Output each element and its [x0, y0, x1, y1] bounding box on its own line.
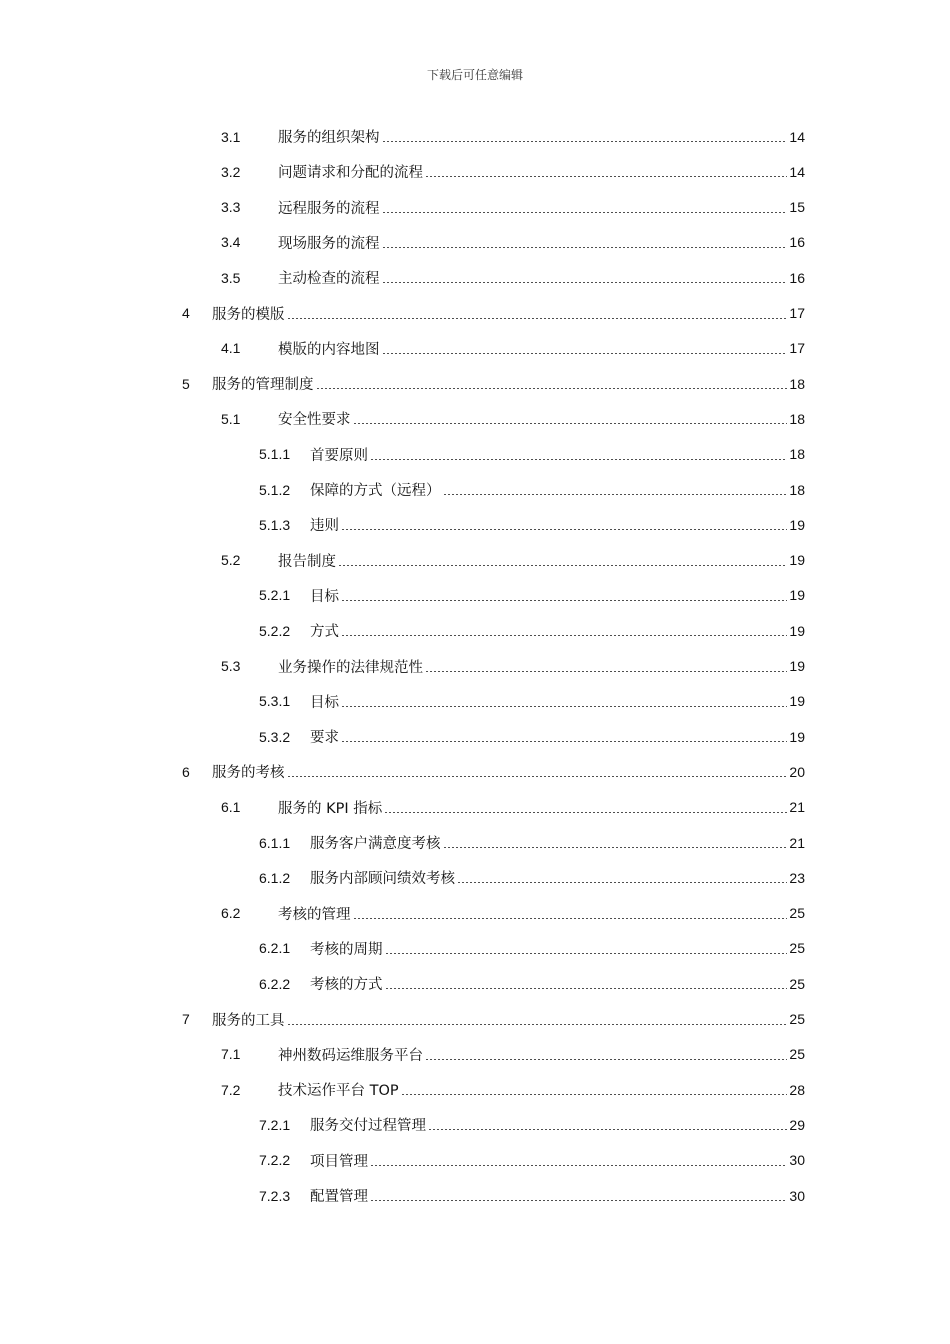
toc-entry-title: 神州数码运维服务平台	[278, 1047, 423, 1064]
toc-entry-number: 5.3.1	[259, 693, 291, 710]
toc-entry-title: 方式	[310, 624, 339, 641]
toc-dot-leader	[353, 423, 788, 424]
toc-entry[interactable]	[259, 578, 805, 613]
toc-dot-leader	[382, 282, 788, 283]
toc-entry-number: 4.1	[221, 340, 241, 357]
toc-entry-title: 模版的内容地图	[278, 341, 380, 358]
toc-entry-page: 29	[789, 1116, 805, 1133]
toc-entry-page: 19	[789, 622, 805, 639]
toc-dot-leader	[287, 1024, 788, 1025]
toc-entry-number: 7.1	[221, 1046, 241, 1063]
toc-dot-leader	[341, 741, 787, 742]
toc-entry-title: 考核的周期	[310, 941, 383, 958]
toc-entry-page: 23	[789, 869, 805, 886]
toc-entry-number: 6.1	[221, 799, 241, 816]
toc-dot-leader	[382, 212, 788, 213]
toc-entry-page: 25	[789, 940, 805, 957]
toc-entry-page: 19	[789, 728, 805, 745]
toc-dot-leader	[425, 1059, 787, 1060]
toc-entry-page: 16	[789, 269, 805, 286]
toc-entry-title: 目标	[310, 694, 339, 711]
toc-entry-title: 服务的模版	[212, 306, 285, 323]
toc-entry-page: 18	[789, 375, 805, 392]
toc-entry-page: 30	[789, 1187, 805, 1204]
toc-entry-number: 6.2.1	[259, 940, 291, 957]
toc-entry-title: 首要原则	[310, 447, 368, 464]
toc-dot-leader	[382, 141, 788, 142]
toc-entry[interactable]	[221, 1037, 805, 1072]
toc-dot-leader	[382, 353, 788, 354]
toc-dot-leader	[385, 988, 788, 989]
toc-dot-leader	[385, 953, 788, 954]
toc-entry-title: 考核的管理	[278, 906, 351, 923]
toc-entry[interactable]	[221, 1072, 805, 1107]
toc-entry-page: 21	[789, 799, 805, 816]
toc-entry[interactable]	[259, 1178, 805, 1213]
toc-entry-page: 19	[789, 516, 805, 533]
toc-entry[interactable]	[259, 613, 805, 648]
toc-dot-leader	[370, 459, 787, 460]
toc-entry-number: 5.3	[221, 658, 241, 674]
toc-dot-leader	[316, 388, 788, 389]
toc-entry-page: 25	[789, 1011, 805, 1027]
toc-entry-number: 6.1.2	[259, 869, 291, 886]
toc-entry-number: 7.2.1	[259, 1116, 291, 1133]
toc-dot-leader	[353, 918, 788, 919]
toc-entry[interactable]	[259, 719, 805, 754]
toc-entry-number: 5.2.1	[259, 587, 291, 604]
toc-entry-number: 5.2.2	[259, 622, 291, 639]
toc-dot-leader	[384, 812, 787, 813]
toc-entry-page: 18	[789, 446, 805, 463]
toc-entry-title: 服务的考核	[212, 765, 285, 782]
toc-entry-page: 17	[789, 305, 805, 321]
toc-dot-leader	[428, 1129, 787, 1130]
toc-entry-number: 4	[182, 305, 190, 321]
toc-entry-page: 19	[789, 658, 805, 674]
toc-entry[interactable]	[259, 860, 805, 895]
toc-entry[interactable]	[221, 401, 805, 436]
toc-entry[interactable]	[221, 119, 805, 154]
toc-entry-number: 5	[182, 375, 190, 392]
toc-entry-number: 5.1.2	[259, 481, 291, 498]
toc-entry-number: 3.5	[221, 269, 241, 286]
toc-dot-leader	[370, 1165, 787, 1166]
toc-entry-page: 19	[789, 552, 805, 569]
toc-entry[interactable]	[221, 790, 805, 825]
toc-entry[interactable]	[221, 649, 805, 684]
toc-entry-number: 7.2.3	[259, 1187, 291, 1204]
toc-entry-number: 5.2	[221, 552, 241, 569]
toc-entry[interactable]	[259, 966, 805, 1001]
toc-entry-title: 报告制度	[278, 553, 336, 570]
toc-entry-page: 16	[789, 234, 805, 251]
toc-entry[interactable]	[259, 507, 805, 542]
toc-entry[interactable]	[221, 543, 805, 578]
toc-entry-title: 远程服务的流程	[278, 200, 380, 217]
toc-dot-leader	[425, 671, 787, 672]
toc-entry-number: 5.3.2	[259, 728, 291, 745]
toc-entry[interactable]	[259, 1143, 805, 1178]
toc-entry-title: 要求	[310, 730, 339, 747]
toc-entry-number: 5.1.3	[259, 516, 291, 533]
toc-entry[interactable]	[221, 260, 805, 295]
toc-entry-title: 服务的 KPI 指标	[278, 800, 383, 817]
toc-dot-leader	[457, 882, 787, 883]
toc-entry-page: 18	[789, 481, 805, 498]
toc-entry-title: 配置管理	[310, 1189, 368, 1205]
toc-dot-leader	[341, 529, 787, 530]
toc-entry-page: 18	[789, 410, 805, 427]
toc-dot-leader	[338, 565, 787, 566]
toc-entry-number: 7.2.2	[259, 1152, 291, 1169]
toc-dot-leader	[425, 176, 787, 177]
toc-entry-title: 服务的工具	[212, 1012, 285, 1029]
toc-entry-title: 主动检查的流程	[278, 271, 380, 288]
toc-entry-title: 问题请求和分配的流程	[278, 165, 423, 182]
toc-entry-page: 30	[789, 1152, 805, 1169]
toc-entry-page: 19	[789, 587, 805, 604]
toc-entry-number: 5.1	[221, 410, 241, 427]
toc-entry[interactable]	[259, 1107, 805, 1142]
toc-entry-page: 25	[789, 975, 805, 992]
toc-entry[interactable]	[182, 1002, 805, 1037]
page-header: 下载后可任意编辑	[426, 68, 523, 82]
toc-entry-page: 25	[789, 905, 805, 922]
toc-entry-page: 19	[789, 693, 805, 710]
toc-entry-page: 21	[789, 834, 805, 851]
toc-dot-leader	[287, 318, 788, 319]
toc-dot-leader	[370, 1200, 787, 1201]
toc-entry[interactable]	[221, 154, 805, 189]
toc-entry-page: 25	[789, 1046, 805, 1063]
toc-entry-number: 5.1.1	[259, 446, 291, 463]
toc-entry-title: 服务交付过程管理	[310, 1118, 426, 1135]
toc-entry-number: 3.3	[221, 199, 241, 216]
toc-entry-number: 3.4	[221, 234, 241, 251]
toc-entry-number: 6.2	[221, 905, 241, 922]
toc-entry-title: 现场服务的流程	[278, 235, 380, 252]
toc-entry-title: 技术运作平台 TOP	[278, 1083, 399, 1100]
toc-entry[interactable]	[259, 684, 805, 719]
toc-entry-number: 6.1.1	[259, 834, 291, 851]
toc-entry-title: 服务客户满意度考核	[310, 836, 441, 852]
toc-entry-title: 服务的管理制度	[212, 377, 314, 394]
toc-entry-title: 服务的组织架构	[278, 130, 380, 146]
toc-entry[interactable]	[221, 331, 805, 366]
toc-entry-title: 安全性要求	[278, 412, 351, 429]
toc-entry[interactable]	[259, 931, 805, 966]
toc-dot-leader	[341, 706, 787, 707]
toc-entry-title: 考核的方式	[310, 977, 383, 994]
toc-dot-leader	[341, 600, 787, 601]
toc-entry-number: 6.2.2	[259, 975, 291, 992]
toc-entry-number: 7	[182, 1011, 190, 1027]
toc-entry[interactable]	[182, 754, 805, 789]
toc-entry[interactable]	[259, 437, 805, 472]
toc-dot-leader	[443, 494, 788, 495]
toc-entry-title: 服务内部顾问绩效考核	[310, 871, 455, 888]
toc-entry-page: 20	[789, 763, 805, 780]
toc-entry-title: 目标	[310, 588, 339, 605]
toc-entry[interactable]	[182, 296, 805, 331]
toc-entry[interactable]	[259, 472, 805, 507]
toc-entry-title: 业务操作的法律规范性	[278, 659, 423, 676]
toc-entry[interactable]	[221, 190, 805, 225]
toc-entry-number: 7.2	[221, 1081, 241, 1098]
toc-entry-page: 15	[789, 199, 805, 216]
toc-dot-leader	[341, 635, 787, 636]
toc-dot-leader	[401, 1094, 788, 1095]
toc-entry[interactable]	[221, 896, 805, 931]
toc-entry[interactable]	[221, 225, 805, 260]
toc-entry-page: 17	[789, 340, 805, 357]
toc-entry[interactable]	[259, 825, 805, 860]
toc-entry-number: 6	[182, 763, 190, 780]
toc-dot-leader	[443, 847, 788, 848]
toc-dot-leader	[287, 776, 788, 777]
toc-entry[interactable]	[182, 366, 805, 401]
toc-entry-page: 14	[789, 163, 805, 180]
toc-entry-page: 28	[789, 1081, 805, 1098]
toc-dot-leader	[382, 247, 788, 248]
toc-entry-title: 保障的方式（远程）	[310, 483, 441, 499]
toc-entry-title: 违则	[310, 518, 339, 535]
toc-entry-title: 项目管理	[310, 1153, 368, 1170]
toc-entry-number: 3.2	[221, 163, 241, 180]
toc-entry-number: 3.1	[221, 128, 241, 145]
toc-entry-page: 14	[789, 128, 805, 145]
